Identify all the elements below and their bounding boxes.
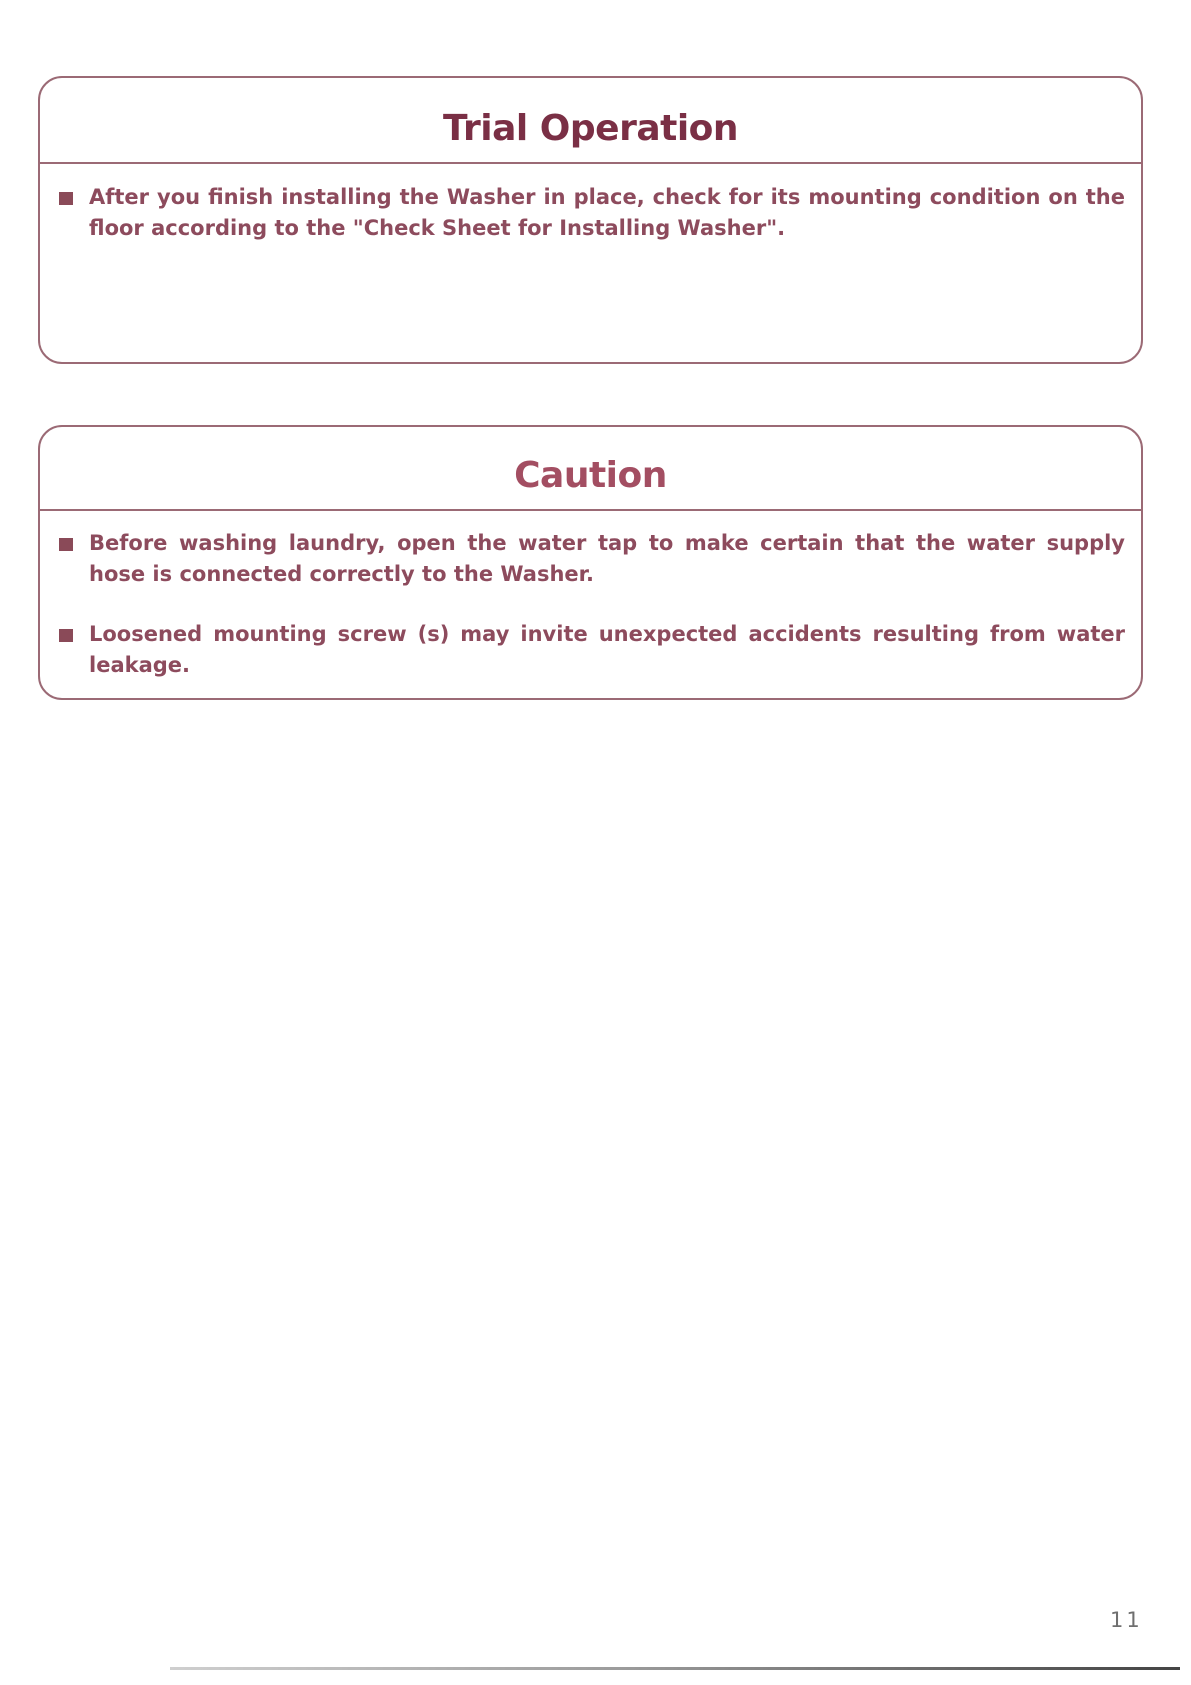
trial-operation-box xyxy=(38,76,1143,364)
square-bullet-icon xyxy=(59,538,73,551)
square-bullet-icon xyxy=(59,192,73,205)
square-bullet-icon xyxy=(59,629,73,642)
caution-header xyxy=(40,427,1141,511)
caution-box xyxy=(38,425,1143,700)
caution-item-text: Before washing laundry, open the water tap to make certain that the water supply hose is connected correctly to the Washer. xyxy=(89,531,1125,586)
caution-item xyxy=(40,619,1125,681)
page-number: 11 xyxy=(1110,1608,1143,1632)
caution-title: Caution xyxy=(514,454,667,496)
footer-divider xyxy=(170,1667,1180,1670)
trial-operation-item xyxy=(40,182,1125,244)
caution-item xyxy=(40,528,1125,590)
trial-operation-item-text: After you finish installing the Washer in place, check for its mounting condition on the floor according to the "Check Sheet for Installing Washer". xyxy=(89,185,1125,240)
caution-item-text: Loosened mounting screw (s) may invite unexpected accidents resulting from water leakage. xyxy=(89,622,1125,677)
trial-operation-header xyxy=(40,78,1141,164)
trial-operation-title: Trial Operation xyxy=(442,107,739,149)
